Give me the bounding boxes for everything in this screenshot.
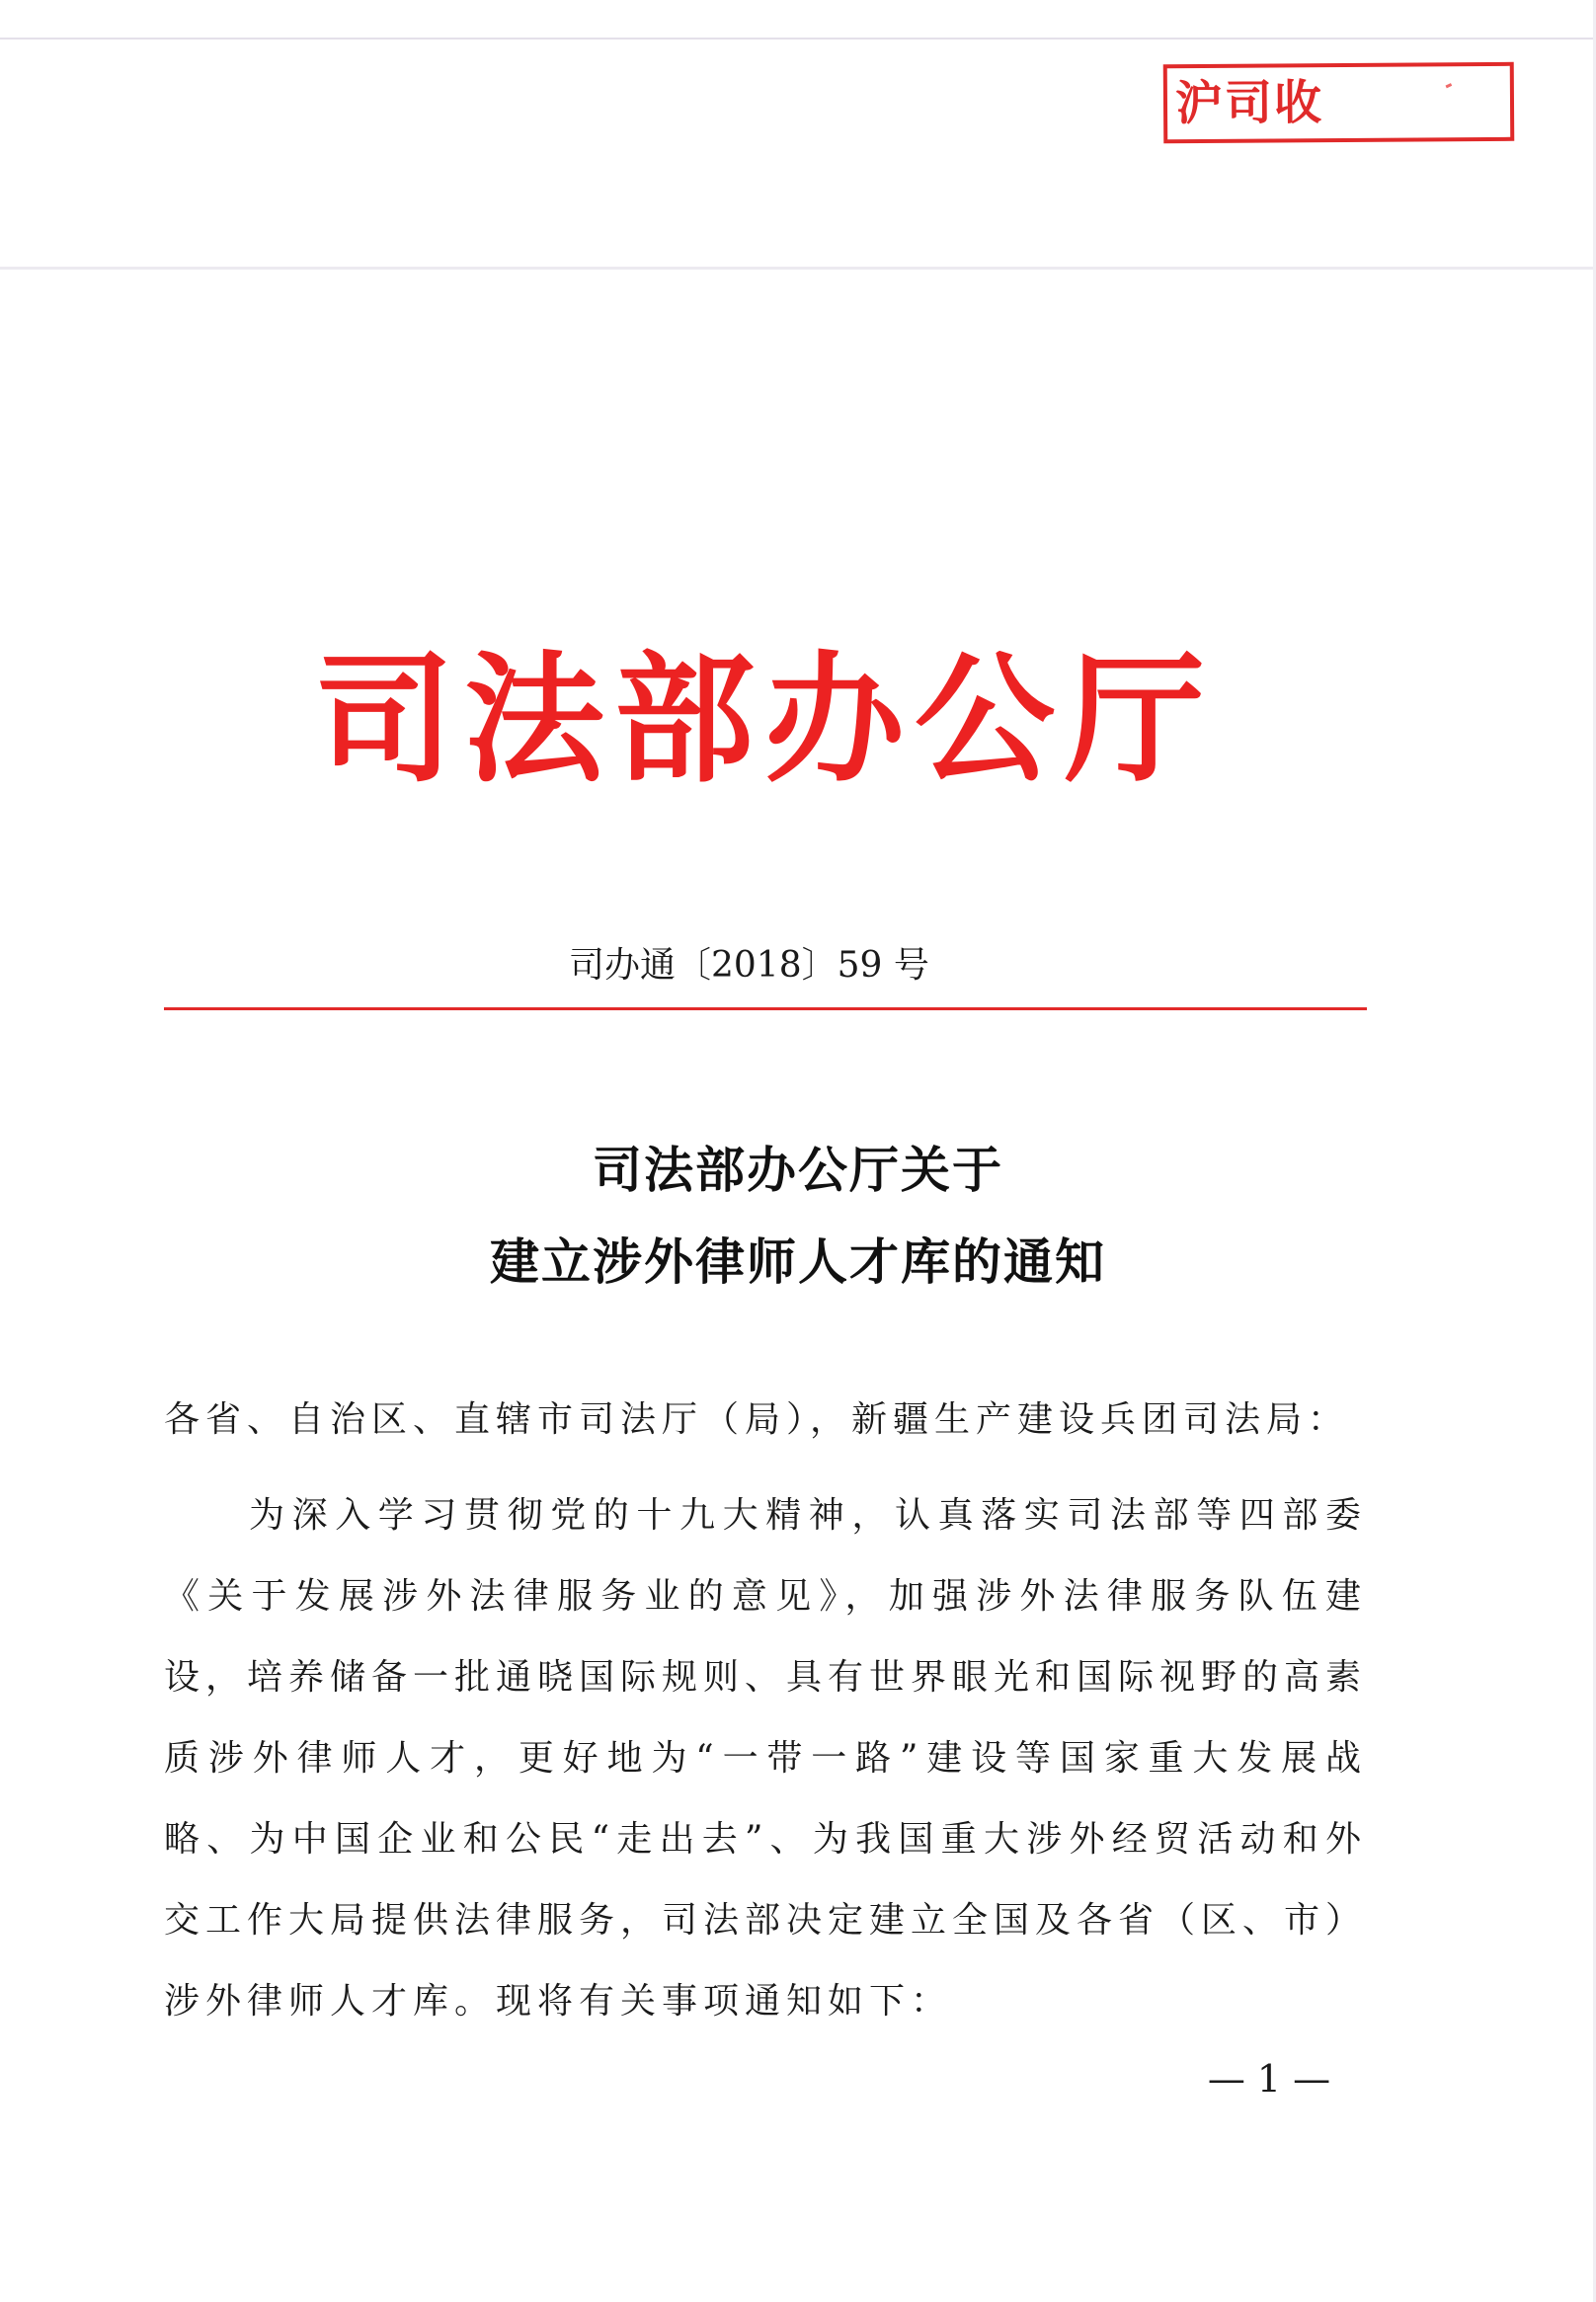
- document-number: 司办通〔2018〕59 号: [569, 945, 929, 986]
- body-paragraph: 为深入学习贯彻党的十九大精神，认真落实司法部等四部委《关于发展涉外法律服务业的意见》，加强涉外法律服务队伍建设，培养储备一批通晓国际规则、具有世界眼光和国际视野的高素质涉外律师人才，更好地为“一带一路”建设等国家重大发展战略、为中国企业和公民“走出去”、为我国重大涉外经贸活动和外交工作大局提供法律服务，司法部决定建立全国及各省（区、市）涉外律师人才库。现将有关事项通知如下：: [164, 1495, 1368, 2022]
- stamp-ink-mark: [1446, 83, 1453, 88]
- scan-fold-line: [0, 267, 1596, 270]
- document-title-line-1: 司法部办公厅关于: [593, 1142, 1003, 1199]
- masthead-issuer: 司法部办公厅: [314, 639, 1215, 802]
- scan-edge-top: [0, 38, 1596, 40]
- receipt-stamp: [1163, 62, 1515, 143]
- receipt-stamp-text: 沪司收: [1174, 75, 1324, 132]
- document-title-line-2: 建立涉外律师人才库的通知: [490, 1233, 1106, 1291]
- masthead-divider: [164, 1007, 1367, 1010]
- page-number: — 1 —: [1207, 2057, 1331, 2101]
- salutation: 各省、自治区、直辖市司法厅（局），新疆生产建设兵团司法局：: [164, 1399, 1350, 1440]
